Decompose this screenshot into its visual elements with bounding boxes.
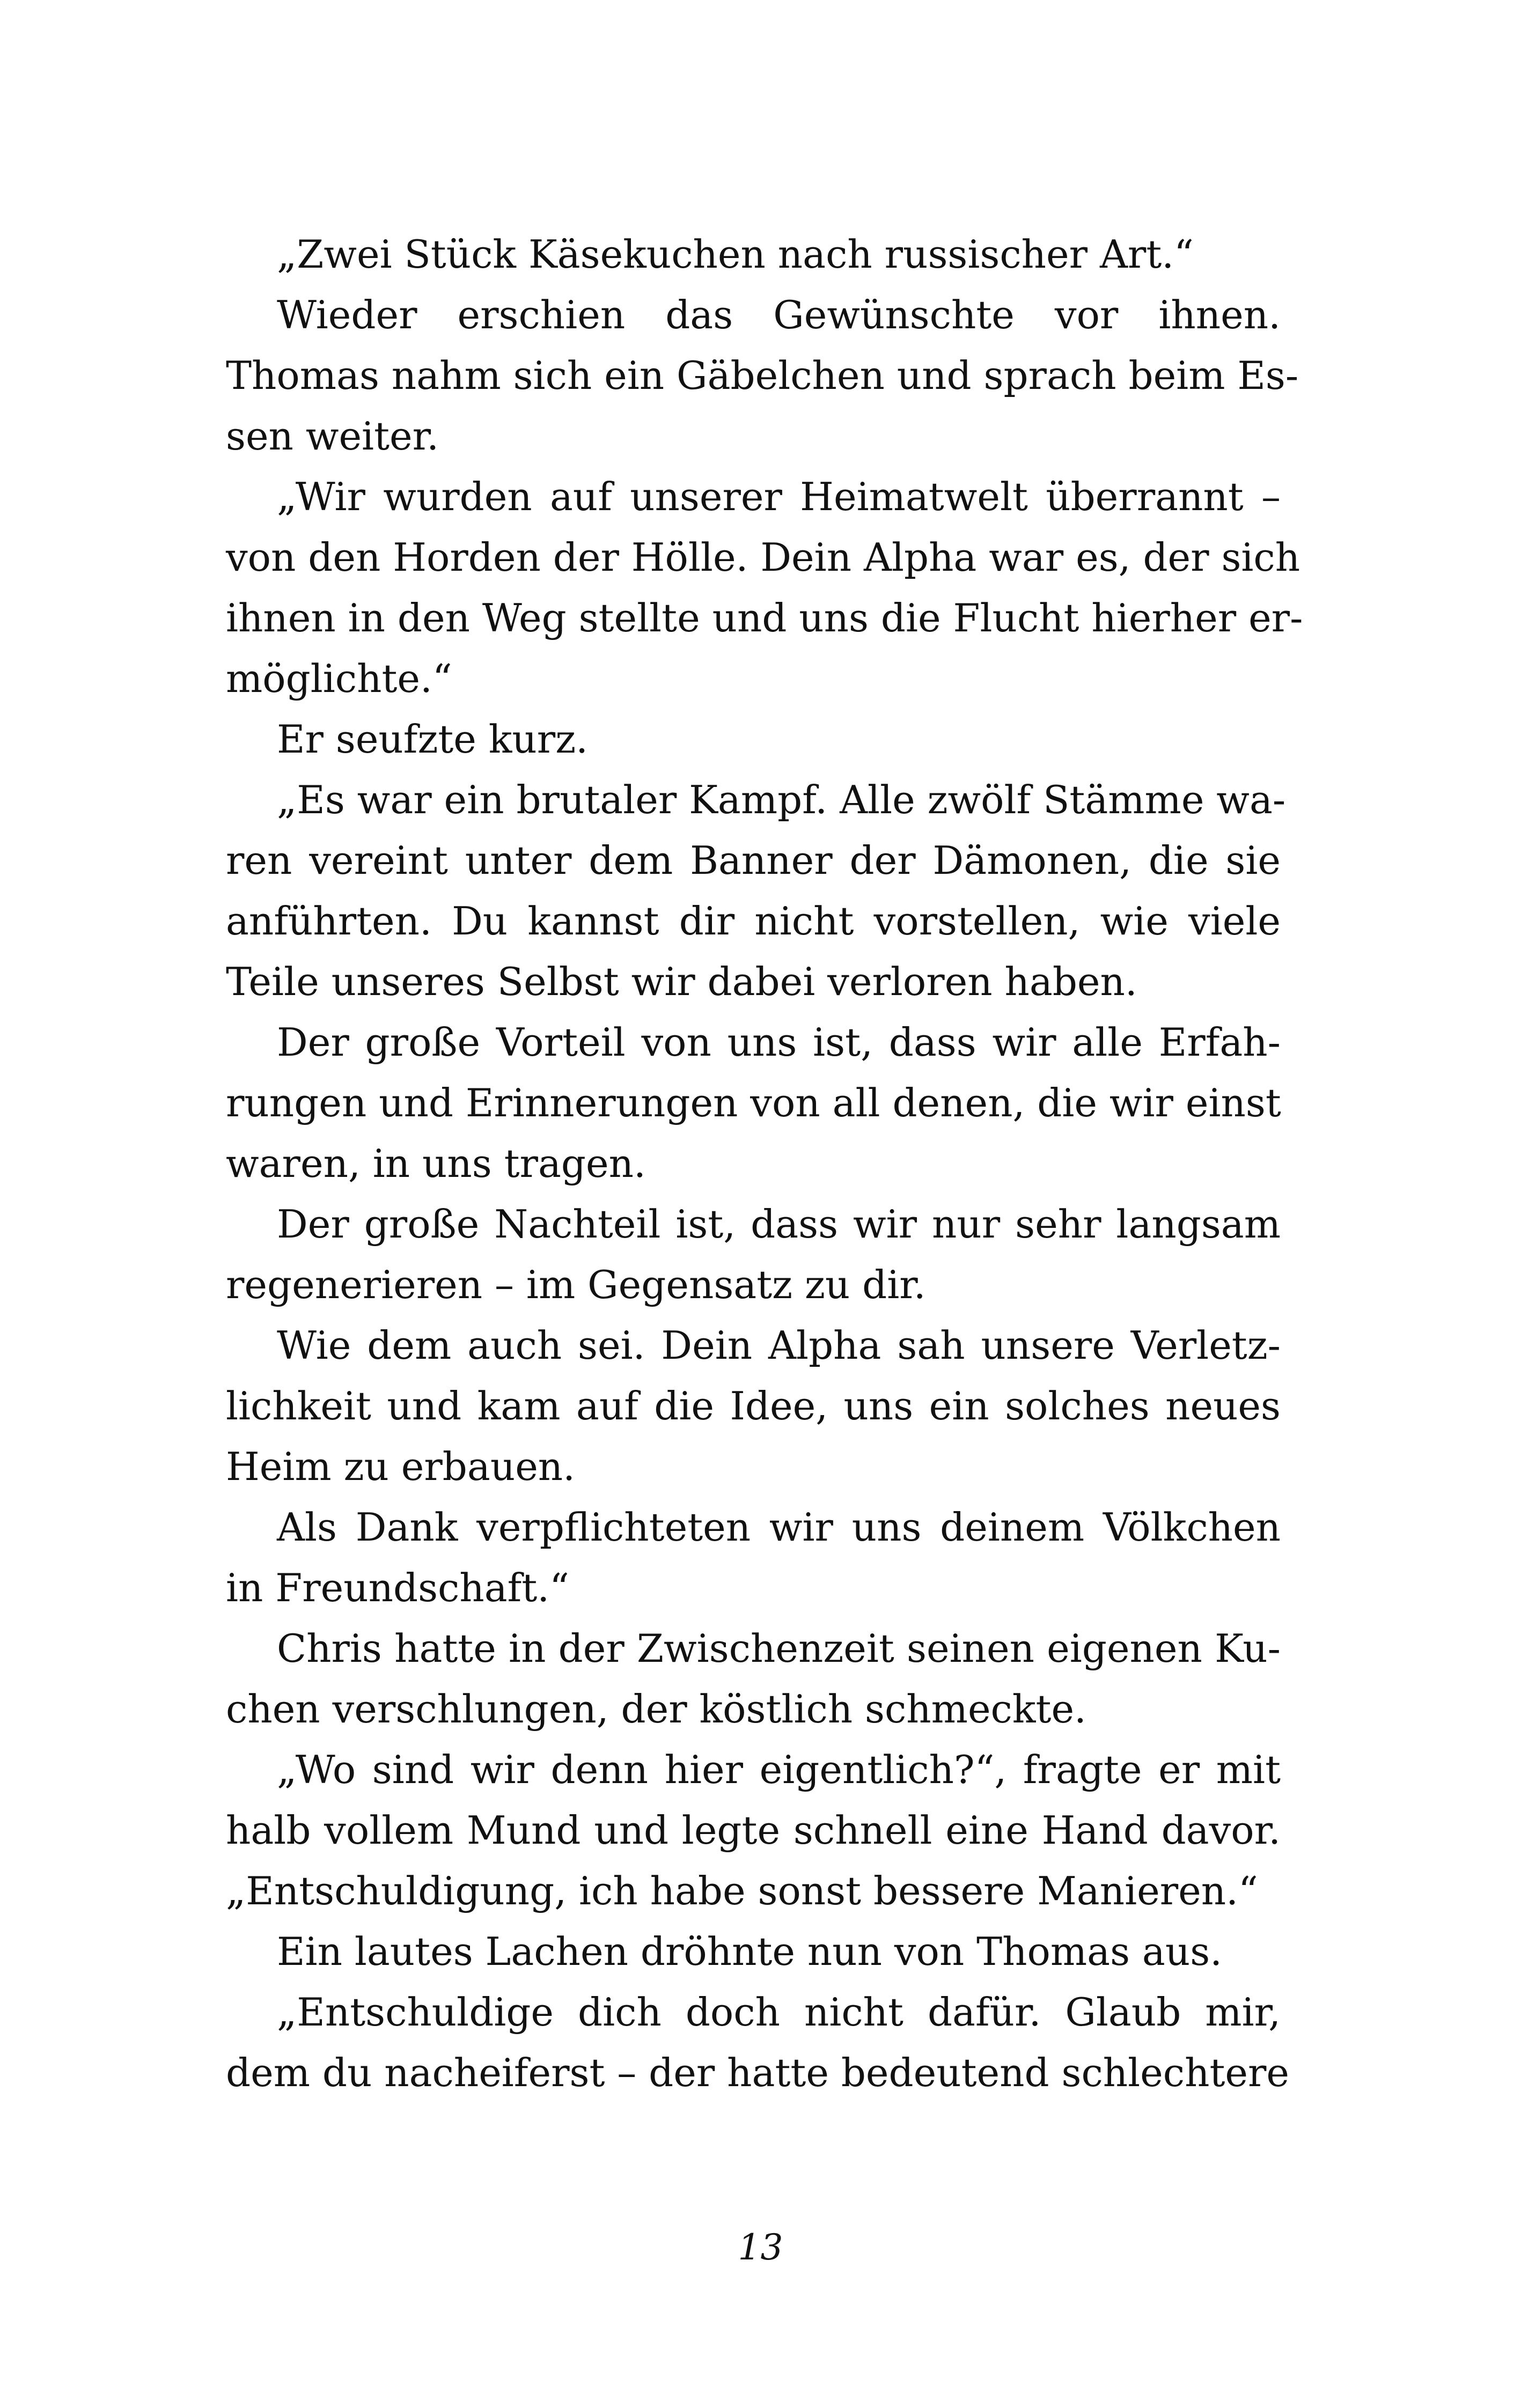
text-line: sen weiter. — [226, 414, 439, 459]
text-line: lichkeit und kam auf die Idee, uns ein solches neues — [226, 1383, 1281, 1428]
text-line: „Wo sind wir denn hier eigentlich?“, fragte er mit — [277, 1747, 1281, 1792]
text-line: in Freundschaft.“ — [226, 1565, 569, 1610]
text-line: Teile unseres Selbst wir dabei verloren haben. — [226, 959, 1137, 1004]
text-line: waren, in uns tragen. — [226, 1141, 646, 1186]
text-line: chen verschlungen, der köstlich schmeckte. — [226, 1687, 1086, 1732]
text-line: „Entschuldige dich doch nicht dafür. Glaub mir, — [277, 1990, 1281, 2035]
text-line: „Entschuldigung, ich habe sonst bessere Manieren.“ — [226, 1868, 1258, 1913]
text-line: Thomas nahm sich ein Gäbelchen und sprach beim Es- — [226, 353, 1299, 398]
text-line: Wieder erschien das Gewünschte vor ihnen. — [277, 292, 1281, 337]
text-line: ren vereint unter dem Banner der Dämonen, die sie — [226, 838, 1281, 883]
text-line: „Zwei Stück Käsekuchen nach russischer Art.“ — [277, 232, 1194, 277]
body-text — [226, 224, 1303, 2103]
text-line: „Es war ein brutaler Kampf. Alle zwölf Stämme wa- — [277, 777, 1286, 822]
text-line: ihnen in den Weg stellte und uns die Flucht hierher er- — [226, 595, 1303, 640]
text-line: anführten. Du kannst dir nicht vorstellen, wie viele — [226, 899, 1281, 944]
text-line: „Wir wurden auf unserer Heimatwelt überrannt – — [277, 474, 1281, 519]
text-line: Er seufzte kurz. — [277, 717, 589, 762]
text-line: Ein lautes Lachen dröhnte nun von Thomas aus. — [277, 1929, 1223, 1974]
page-number: 13 — [738, 2227, 783, 2268]
text-line: möglichte.“ — [226, 656, 452, 701]
text-line: von den Horden der Hölle. Dein Alpha war es, der sich — [226, 535, 1300, 580]
text-line: Wie dem auch sei. Dein Alpha sah unsere Verletz- — [277, 1323, 1281, 1368]
text-line: Heim zu erbauen. — [226, 1444, 576, 1489]
text-line: halb vollem Mund und legte schnell eine Hand davor. — [226, 1808, 1281, 1853]
text-line: Als Dank verpflichteten wir uns deinem Völkchen — [277, 1505, 1281, 1550]
text-line: dem du nacheiferst – der hatte bedeutend schlechtere — [226, 2050, 1290, 2095]
text-line: rungen und Erinnerungen von all denen, die wir einst — [226, 1080, 1281, 1125]
text-line: regenerieren – im Gegensatz zu dir. — [226, 1262, 926, 1307]
text-line: Chris hatte in der Zwischenzeit seinen eigenen Ku- — [277, 1626, 1281, 1671]
text-line: Der große Nachteil ist, dass wir nur sehr langsam — [277, 1202, 1281, 1247]
text-line: Der große Vorteil von uns ist, dass wir alle Erfah- — [277, 1020, 1281, 1065]
